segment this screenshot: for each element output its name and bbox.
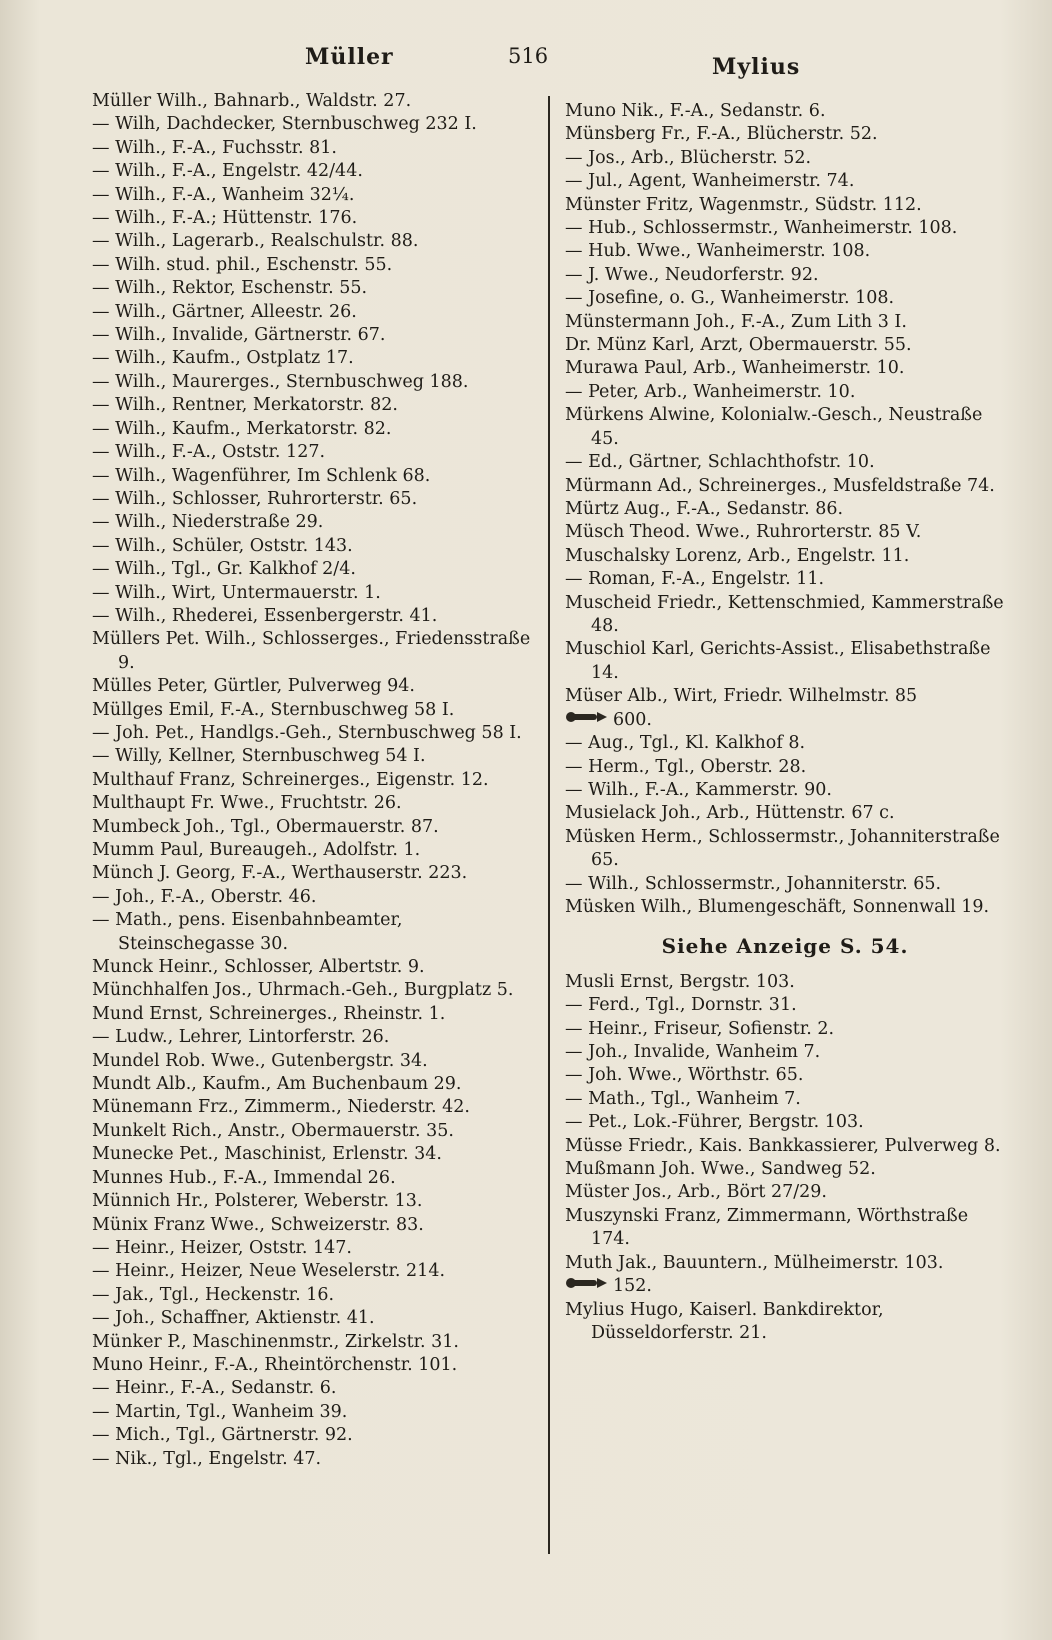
list-item: — Joh., Schaffner, Aktienstr. 41. xyxy=(92,1308,375,1329)
list-item: Murawa Paul, Arb., Wanheimerstr. 10. xyxy=(565,358,905,379)
list-item: — Nik., Tgl., Engelstr. 47. xyxy=(92,1448,322,1469)
header-right-name: Mylius xyxy=(712,54,801,80)
list-item: — Josefine, o. G., Wanheimerstr. 108. xyxy=(565,288,895,309)
list-item: — Pet., Lok.-Führer, Bergstr. 103. xyxy=(565,1112,864,1133)
list-item: — Wilh, Dachdecker, Sternbuschweg 232 I. xyxy=(92,114,477,135)
list-item: — Wilh., F.-A., Kammerstr. 90. xyxy=(565,779,832,800)
list-item: Musielack Joh., Arb., Hüttenstr. 67 c. xyxy=(565,803,895,824)
list-item: Multhauf Franz, Schreinerges., Eigenstr. 12. xyxy=(92,769,489,790)
list-item: — Wilh., Niederstraße 29. xyxy=(92,512,324,533)
list-item: — Hub. Wwe., Wanheimerstr. 108. xyxy=(565,241,871,262)
list-item: Muno Heinr., F.-A., Rheintörchenstr. 101. xyxy=(92,1354,458,1375)
list-item: Munkelt Rich., Anstr., Obermauerstr. 35. xyxy=(92,1120,454,1141)
list-item: — Heinr., Friseur, Sofienstr. 2. xyxy=(565,1018,835,1039)
list-item: Mundel Rob. Wwe., Gutenbergstr. 34. xyxy=(92,1050,428,1071)
list-item: — Jak., Tgl., Heckenstr. 16. xyxy=(92,1284,335,1305)
list-item: Münster Fritz, Wagenmstr., Südstr. 112. xyxy=(565,194,922,215)
list-item: Munnes Hub., F.-A., Immendal 26. xyxy=(92,1167,396,1188)
list-item: — Joh., F.-A., Oberstr. 46. xyxy=(92,886,317,907)
list-item: Münchhalfen Jos., Uhrmach.-Geh., Burgplatz 5. xyxy=(92,980,514,1001)
list-item: Müllges Emil, F.-A., Sternbuschweg 58 I. xyxy=(92,699,455,720)
list-item: — Roman, F.-A., Engelstr. 11. xyxy=(565,569,825,590)
list-item: — Wilh. stud. phil., Eschenstr. 55. xyxy=(92,254,393,275)
list-item: — Joh. Wwe., Wörthstr. 65. xyxy=(565,1065,804,1086)
list-item: Müllers Pet. Wilh., Schlosserges., Friedensstraße 9. xyxy=(92,629,531,673)
list-item: Mürkens Alwine, Kolonialw.-Gesch., Neustraße 45. xyxy=(565,405,983,449)
list-item: Münix Franz Wwe., Schweizerstr. 83. xyxy=(92,1214,424,1235)
list-item: Müsch Theod. Wwe., Ruhrorterstr. 85 V. xyxy=(565,522,922,543)
muser-phone-number: 600. xyxy=(613,709,652,730)
list-item: Münemann Frz., Zimmerm., Niederstr. 42. xyxy=(92,1097,470,1118)
list-item: — Math., Tgl., Wanheim 7. xyxy=(565,1088,801,1109)
list-item-muth xyxy=(565,1252,1005,1299)
right-column-mid xyxy=(565,732,1005,919)
list-item: Münstermann Joh., F.-A., Zum Lith 3 I. xyxy=(565,311,907,332)
list-item: Münsberg Fr., F.-A., Blücherstr. 52. xyxy=(565,124,878,145)
list-item: — Mich., Tgl., Gärtnerstr. 92. xyxy=(92,1425,353,1446)
list-item: Muschalsky Lorenz, Arb., Engelstr. 11. xyxy=(565,545,910,566)
muser-entry-text: Müser Alb., Wirt, Friedr. Wilhelmstr. 85 xyxy=(565,686,918,707)
list-item: Mürtz Aug., F.-A., Sedanstr. 86. xyxy=(565,498,844,519)
list-item: — Heinr., F.-A., Sedanstr. 6. xyxy=(92,1378,337,1399)
right-column xyxy=(565,100,1005,1346)
list-item: Muszynski Franz, Zimmermann, Wörthstraße 174. xyxy=(565,1205,969,1250)
list-item: — Wilh., Kaufm., Merkatorstr. 82. xyxy=(92,418,392,439)
list-item: Munecke Pet., Maschinist, Erlenstr. 34. xyxy=(92,1144,442,1165)
list-item: — Ed., Gärtner, Schlachthofstr. 10. xyxy=(565,452,875,473)
list-item: Mürmann Ad., Schreinerges., Musfeldstraße 74. xyxy=(565,475,995,496)
list-item: — Wilh., F.-A., Oststr. 127. xyxy=(92,442,326,463)
list-item: — Hub., Schlossermstr., Wanheimerstr. 108. xyxy=(565,218,958,239)
list-item: — Joh. Pet., Handlgs.-Geh., Sternbuschweg 58 I. xyxy=(92,722,522,743)
list-item: — Aug., Tgl., Kl. Kalkhof 8. xyxy=(565,733,806,754)
list-item: Dr. Münz Karl, Arzt, Obermauerstr. 55. xyxy=(565,335,912,356)
list-item: Mußmann Joh. Wwe., Sandweg 52. xyxy=(565,1159,876,1180)
list-item: Müster Jos., Arb., Bört 27/29. xyxy=(565,1182,827,1203)
list-item: — Wilh., F.-A., Wanheim 32¼. xyxy=(92,184,355,205)
list-item: Mumm Paul, Bureaugeh., Adolfstr. 1. xyxy=(92,840,421,860)
right-column-top xyxy=(565,100,1005,685)
list-item: — Wilh., Wirt, Untermauerstr. 1. xyxy=(92,582,381,603)
list-item-mylius: Mylius Hugo, Kaiserl. Bankdirektor, Düsseldorferstr. 21. xyxy=(565,1299,884,1344)
muth-entry-text: Muth Jak., Bauuntern., Mülheimerstr. 103. xyxy=(565,1252,944,1273)
telephone-icon xyxy=(591,709,609,732)
list-item: Mülles Peter, Gürtler, Pulverweg 94. xyxy=(92,676,415,697)
list-item: — J. Wwe., Neudorferstr. 92. xyxy=(565,264,819,285)
list-item: Münch J. Georg, F.-A., Werthauserstr. 223. xyxy=(92,863,468,884)
list-item: — Ludw., Lehrer, Lintorferstr. 26. xyxy=(92,1027,390,1048)
list-item: — Wilh., F.-A., Engelstr. 42/44. xyxy=(92,161,363,182)
column-divider xyxy=(548,96,550,1554)
list-item: Mund Ernst, Schreinerges., Rheinstr. 1. xyxy=(92,1003,446,1024)
list-item: — Heinr., Heizer, Oststr. 147. xyxy=(92,1237,352,1258)
list-item: — Math., pens. Eisenbahnbeamter, Steinschegasse 30. xyxy=(92,910,403,954)
list-item: Munck Heinr., Schlosser, Albertstr. 9. xyxy=(92,957,425,978)
list-item: Müsken Wilh., Blumengeschäft, Sonnenwall 19. xyxy=(565,897,990,918)
list-item: Muschiol Karl, Gerichts-Assist., Elisabethstraße 14. xyxy=(565,639,991,683)
list-item: — Willy, Kellner, Sternbuschweg 54 I. xyxy=(92,746,426,767)
list-item: — Wilh., Schlosser, Ruhrorterstr. 65. xyxy=(92,488,418,509)
list-item: Multhaupt Fr. Wwe., Fruchtstr. 26. xyxy=(92,793,402,814)
list-item: Muscheid Friedr., Kettenschmied, Kammerstraße 48. xyxy=(565,592,1004,636)
list-item: Mundt Alb., Kaufm., Am Buchenbaum 29. xyxy=(92,1074,462,1095)
list-item: Müsse Friedr., Kais. Bankkassierer, Pulverweg 8. xyxy=(565,1135,1001,1156)
list-item: — Heinr., Heizer, Neue Weselerstr. 214. xyxy=(92,1261,446,1282)
list-item: Muno Nik., F.-A., Sedanstr. 6. xyxy=(565,101,826,121)
left-column xyxy=(92,90,532,1471)
page-number: 516 xyxy=(508,44,549,68)
list-item-muser xyxy=(565,685,1005,732)
telephone-icon xyxy=(591,1275,609,1298)
list-item: — Wilh., Kaufm., Ostplatz 17. xyxy=(92,348,354,369)
list-item: — Martin, Tgl., Wanheim 39. xyxy=(92,1401,348,1422)
list-item: — Jul., Agent, Wanheimerstr. 74. xyxy=(565,171,855,192)
list-item: Müller Wilh., Bahnarb., Waldstr. 27. xyxy=(92,91,412,111)
list-item: — Wilh., Rentner, Merkatorstr. 82. xyxy=(92,395,398,416)
advertisement-notice: Siehe Anzeige S. 54. xyxy=(661,934,909,959)
right-column-bottom xyxy=(565,971,1005,1252)
muth-phone-number: 152. xyxy=(613,1276,652,1297)
list-item: — Joh., Invalide, Wanheim 7. xyxy=(565,1042,821,1063)
list-item: — Wilh., Schlossermstr., Johanniterstr. 65. xyxy=(565,873,942,894)
list-item: Mumbeck Joh., Tgl., Obermauerstr. 87. xyxy=(92,816,439,837)
list-item: — Ferd., Tgl., Dornstr. 31. xyxy=(565,995,797,1016)
list-item: — Jos., Arb., Blücherstr. 52. xyxy=(565,147,812,168)
list-item: — Wilh., Rektor, Eschenstr. 55. xyxy=(92,278,368,299)
list-item: — Peter, Arb., Wanheimerstr. 10. xyxy=(565,381,856,402)
list-item: — Herm., Tgl., Oberstr. 28. xyxy=(565,756,807,777)
list-item: — Wilh., Lagerarb., Realschulstr. 88. xyxy=(92,231,419,252)
list-item: — Wilh., F.-A.; Hüttenstr. 176. xyxy=(92,208,358,229)
list-item: — Wilh., Wagenführer, Im Schlenk 68. xyxy=(92,465,431,486)
list-item: — Wilh., Tgl., Gr. Kalkhof 2/4. xyxy=(92,559,356,580)
list-item: Müsken Herm., Schlossermstr., Johanniterstraße 65. xyxy=(565,826,1000,871)
list-item: Münnich Hr., Polsterer, Weberstr. 13. xyxy=(92,1191,423,1212)
list-item: — Wilh., F.-A., Fuchsstr. 81. xyxy=(92,137,337,158)
list-item: — Wilh., Maurerges., Sternbuschweg 188. xyxy=(92,371,469,392)
list-item: Münker P., Maschinenmstr., Zirkelstr. 31. xyxy=(92,1331,459,1352)
list-item: Musli Ernst, Bergstr. 103. xyxy=(565,971,795,992)
header-left-name: Müller xyxy=(305,44,394,70)
list-item: — Wilh., Rhederei, Essenbergerstr. 41. xyxy=(92,605,438,626)
list-item: — Wilh., Gärtner, Alleestr. 26. xyxy=(92,301,357,322)
list-item: — Wilh., Invalide, Gärtnerstr. 67. xyxy=(92,325,386,346)
list-item: — Wilh., Schüler, Oststr. 143. xyxy=(92,535,353,556)
page-header xyxy=(0,42,1052,82)
